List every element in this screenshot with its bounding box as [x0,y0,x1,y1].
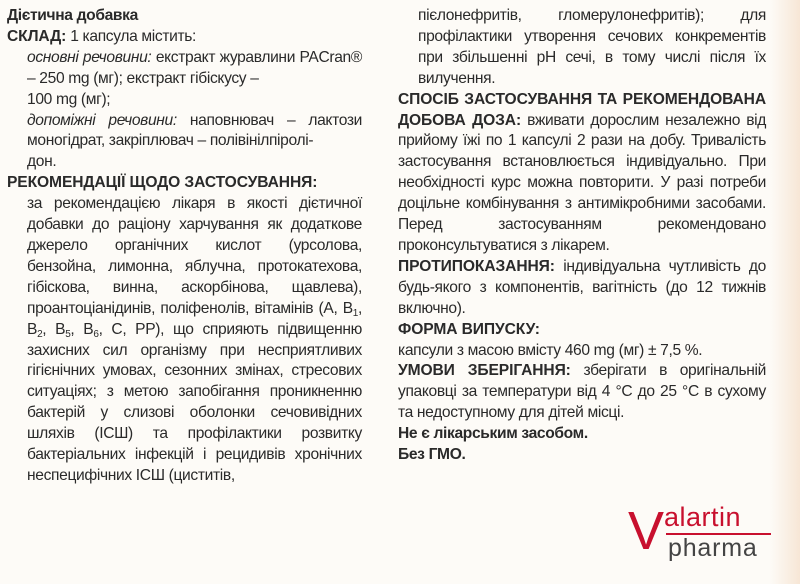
vitamin-sub-2: 2 [37,328,43,340]
storage-section [398,361,766,424]
left-column [7,6,362,487]
recommendations-part-2: , С, РР), що сприяють підвищенню захисних сил організму при несприятливих гігієнічних умовах, сезонних змінах, стресових ситуаціях; з метою запобігання проникненню бактерій у слизові оболонки сечовивідних шляхів (ІСШ) та профілактики розвитку бактеріальних інфекцій і рецидивів хронічних неспецифічних ІСШ (циститів, [27,320,362,484]
logo-wordmark: alartin [664,502,742,532]
package-edge-shadow [770,0,800,584]
logo-subtitle: pharma [668,534,758,562]
no-gmo-note: Без ГМО. [398,446,466,464]
release-form-heading: ФОРМА ВИПУСКУ: [398,320,540,338]
main-substances-cont: 100 mg (мг); [27,90,111,108]
vitamin-sep-3: , В [70,320,94,338]
storage-heading: УМОВИ ЗБЕРІГАННЯ: [398,362,571,380]
release-form-text: капсули з масою вмісту 460 mg (мг) ± 7,5 %. [398,341,703,359]
recommendations-part-1: за рекомендацією лікаря в якості дієтичної добавки до раціону харчування як додаткове джерело органічних кислот (урсолова, бензойна, лимонна, яблучна, протокатехова, гібіскова, винна, аскорбінова, щавлева), проантоціанідинів, поліфенолів, вітамінів (А, В [27,195,362,317]
main-substances-label: основні речовини: [27,48,152,66]
logo-letter-v: V [628,501,665,561]
contraindications-section [398,257,766,320]
vitamin-sub-6: 6 [93,328,99,340]
usage-text: вживати дорослим незалежно від прийому їжі по 1 капсулі 2 рази на добу. Тривалість застосування встановлюється індивідуально. При необхідності курс можна повторити. У разі потреби доцільне комбінування з антимікробними засобами. Перед застосуванням рекомендовано проконсультуватися з лікарем. [398,111,767,254]
recommendations-continued: пієлонефритів, гломерулонефритів); для профілактики утворення сечових конкрементів при збільшенні pH сечі, в тому числі після їх вилучення. [418,7,766,87]
right-column [398,6,766,466]
auxiliary-substances [7,111,362,153]
main-substances [7,48,362,90]
auxiliary-substances-text: наповнювач – лактози моногідрат, закріплювач – полівінілпіролі- [27,111,362,150]
usage-section [398,90,766,257]
composition-line [7,27,362,48]
vitamin-sub-1: 1 [352,307,359,319]
contraindications-heading: ПРОТИПОКАЗАННЯ: [398,257,555,275]
main-substances-text: екстракт журавлини PACran® – 250 mg (мг); екстракт гібіскусу – [27,48,362,87]
vitamin-sep-2: , В [42,320,66,338]
storage-text: зберігати в оригінальній упаковці за температури від 4 °С до 25 °С в сухому та недоступному для дітей місці. [398,362,766,422]
recommendations-text [7,194,362,487]
not-medicine-note: Не є лікарським засобом. [398,425,588,443]
contraindications-text: індивідуальна чутливість до будь-якого з компонентів, вагітність (до 12 тижнів включно). [398,257,766,317]
recommendations-heading: РЕКОМЕНДАЦІЇ ЩОДО ЗАСТОСУВАННЯ: [7,174,318,192]
auxiliary-substances-cont: дон. [27,153,57,171]
product-type-title: Дієтична добавка [7,7,138,24]
auxiliary-substances-label: допоміжні речовини: [27,111,177,129]
composition-label: СКЛАД: [7,27,67,45]
vitamin-sep-1: , В [27,299,362,338]
composition-text: 1 капсула містить: [66,27,197,45]
vitamin-sub-5: 5 [65,328,71,340]
valartin-pharma-logo [628,500,773,570]
usage-heading: СПОСІБ ЗАСТОСУВАННЯ ТА РЕКОМЕНДОВАНА ДОБОВА ДОЗА: [398,90,766,129]
